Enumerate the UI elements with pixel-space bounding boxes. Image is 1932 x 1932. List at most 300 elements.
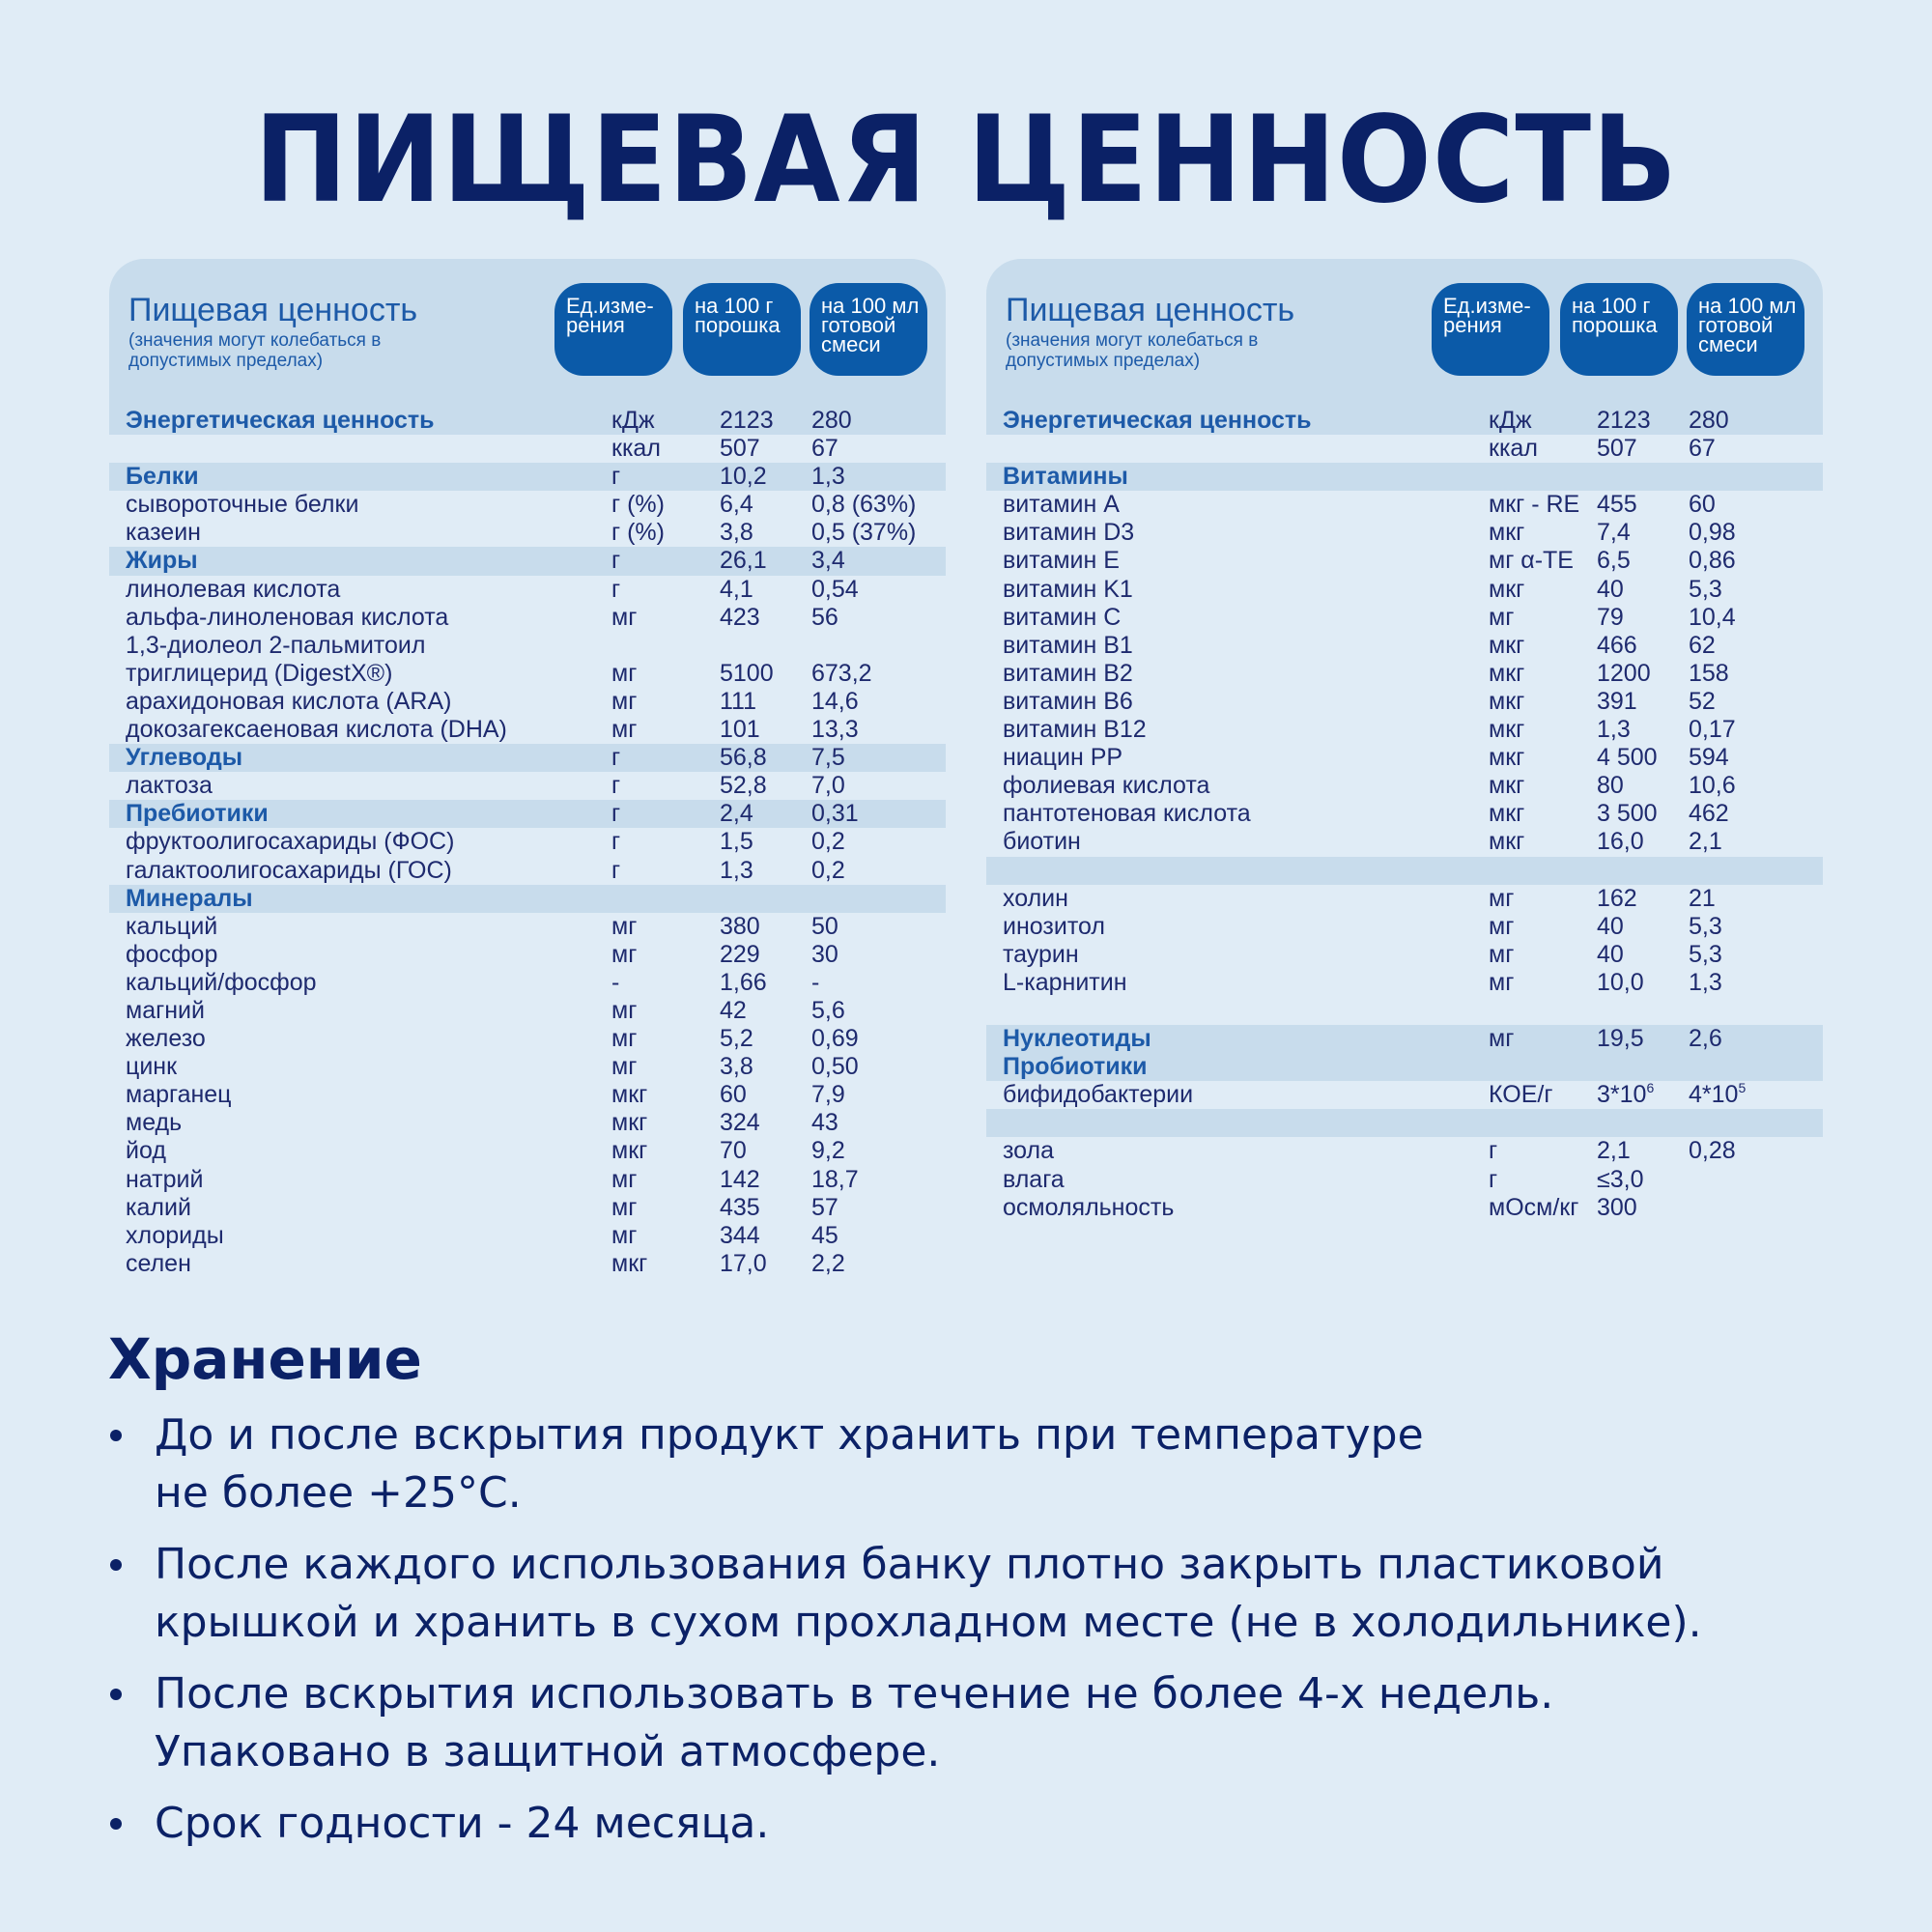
row-name: 1,3-диолеол 2-пальмитоил (126, 631, 426, 659)
row-value-per-100ml: 158 (1689, 659, 1729, 687)
row-value-per-100ml: 67 (1689, 435, 1716, 463)
row-value-per-100g: 6,5 (1597, 547, 1631, 575)
row-value-per-100ml: 67 (811, 435, 838, 463)
row-value-per-100ml: 10,6 (1689, 772, 1736, 800)
row-unit: г (611, 800, 621, 828)
row-value-per-100g: 2,1 (1597, 1137, 1631, 1165)
row-value-per-100g: 16,0 (1597, 828, 1644, 856)
row-name: магний (126, 996, 205, 1024)
row-unit: мкг (611, 1137, 648, 1165)
row-name: казеин (126, 519, 201, 547)
row-name: триглицерид (DigestX®) (126, 659, 393, 687)
row-unit: г (611, 828, 621, 856)
row-value-per-100ml: 56 (811, 603, 838, 631)
column-header-per-100g (683, 283, 801, 376)
row-unit: мкг (1489, 828, 1525, 856)
row-name: марганец (126, 1081, 232, 1109)
row-name: хлориды (126, 1221, 224, 1249)
bullet-icon (110, 1689, 122, 1700)
table-section-row (109, 463, 946, 491)
row-value-per-100ml: 0,54 (811, 575, 859, 603)
row-name: галактоолигосахариды (ГОС) (126, 856, 452, 884)
table-row (109, 1194, 946, 1222)
table-section-row (109, 744, 946, 772)
table-row (109, 491, 946, 519)
table-row (986, 632, 1823, 660)
row-unit: мкг - RE (1489, 491, 1580, 519)
row-value-per-100g: 344 (720, 1221, 760, 1249)
row-value-per-100g: 2123 (1597, 407, 1651, 434)
row-value-per-100g: ≤3,0 (1597, 1165, 1644, 1193)
row-unit: ккал (611, 435, 661, 463)
row-unit: мг (611, 659, 638, 687)
row-unit: г (1489, 1137, 1498, 1165)
row-unit: г (611, 547, 621, 575)
table-row (986, 519, 1823, 547)
row-value-per-100g: 507 (1597, 435, 1637, 463)
column-header-line: порошка (1572, 313, 1658, 337)
row-value-per-100ml: - (811, 968, 820, 996)
row-name: арахидоновая кислота (ARA) (126, 687, 452, 715)
row-value-per-100ml: 43 (811, 1109, 838, 1137)
row-value-per-100ml: 10,4 (1689, 603, 1736, 631)
table-row (986, 604, 1823, 632)
storage-item-line: Упаковано в защитной атмосфере. (155, 1727, 941, 1776)
row-value-per-100ml: 0,28 (1689, 1137, 1736, 1165)
row-value-per-100ml: 7,9 (811, 1081, 845, 1109)
row-unit: г (%) (611, 491, 665, 519)
row-name: витамин C (1003, 603, 1122, 631)
column-header-line: на 100 мл (1698, 294, 1797, 318)
row-name: лактоза (126, 772, 213, 800)
table-row (986, 1137, 1823, 1165)
exponent: 6 (1646, 1080, 1655, 1096)
row-value-per-100ml: 0,31 (811, 800, 859, 828)
row-unit: г (%) (611, 519, 665, 547)
column-header-per-100g (1560, 283, 1678, 376)
row-unit: мг (611, 912, 638, 940)
row-unit: мг (1489, 968, 1515, 996)
table-row (986, 660, 1823, 688)
storage-item (104, 1665, 1843, 1781)
row-name: цинк (126, 1053, 178, 1081)
table-row (986, 491, 1823, 519)
storage-item-line: не более +25°C. (155, 1468, 522, 1518)
column-header-line: Ед.изме- (566, 294, 654, 318)
table-row (986, 688, 1823, 716)
row-name: Энергетическая ценность (126, 407, 435, 434)
column-header-line: на 100 г (695, 294, 774, 318)
row-value-per-100ml: 21 (1689, 884, 1716, 912)
table-row (109, 997, 946, 1025)
row-value-per-100g: 52,8 (720, 772, 767, 800)
row-unit: мкг (611, 1109, 648, 1137)
row-value-per-100g: 1,3 (720, 856, 753, 884)
row-unit: мг (611, 1193, 638, 1221)
row-value-per-100ml: 5,3 (1689, 940, 1722, 968)
exponent: 5 (1738, 1080, 1747, 1096)
row-unit: - (611, 968, 620, 996)
row-value-per-100g: 324 (720, 1109, 760, 1137)
row-value-per-100g: 2,4 (720, 800, 753, 828)
row-value-per-100ml: 0,98 (1689, 519, 1736, 547)
row-unit: мкг (1489, 575, 1525, 603)
table-row (109, 716, 946, 744)
row-name: Витамины (1003, 463, 1128, 491)
table-row (109, 857, 946, 885)
table-row (986, 1109, 1823, 1137)
table-section-row (986, 463, 1823, 491)
storage-item-line: Срок годности - 24 месяца. (155, 1799, 770, 1848)
row-value-per-100ml: 0,8 (63%) (811, 491, 917, 519)
row-value-per-100ml: 14,6 (811, 687, 859, 715)
table-heading: Пищевая ценность (128, 292, 418, 328)
row-value-per-100g: 466 (1597, 631, 1637, 659)
table-row (109, 435, 946, 463)
table-row (986, 997, 1823, 1025)
storage-item-line: После каждого использования банку плотно закрыть пластиковой (155, 1540, 1664, 1589)
row-value-per-100g: 1,3 (1597, 716, 1631, 744)
row-value-per-100g: 111 (720, 687, 757, 715)
nutrition-table-left (109, 259, 946, 1277)
table-note-line: допустимых пределах) (1006, 351, 1201, 371)
storage-item (104, 1406, 1843, 1522)
row-value-per-100ml: 57 (811, 1193, 838, 1221)
row-unit: мкг (1489, 800, 1525, 828)
row-name: витамин K1 (1003, 575, 1133, 603)
page-title: ПИЩЕВАЯ ЦЕННОСТЬ (254, 91, 1678, 230)
row-value-per-100ml: 52 (1689, 687, 1716, 715)
row-value-per-100ml: 18,7 (811, 1165, 859, 1193)
row-unit: мг (611, 996, 638, 1024)
row-value-per-100ml: 280 (811, 407, 852, 434)
table-row (986, 772, 1823, 800)
table-row (109, 632, 946, 660)
row-value-per-100g: $3*10^6$ (1597, 1080, 1655, 1109)
table-row (109, 828, 946, 856)
row-value-per-100g: 7,4 (1597, 519, 1631, 547)
bullet-icon (110, 1818, 122, 1830)
row-unit: ккал (1489, 435, 1538, 463)
row-value-per-100g: 40 (1597, 575, 1624, 603)
row-value-per-100g: 1,5 (720, 828, 753, 856)
table-row (986, 800, 1823, 828)
row-value-per-100ml: 50 (811, 912, 838, 940)
table-row (109, 688, 946, 716)
table-row (986, 857, 1823, 885)
row-value-per-100ml: 1,3 (811, 463, 845, 491)
row-unit: мг (1489, 1025, 1515, 1053)
row-unit: мг (611, 940, 638, 968)
table-note (1006, 330, 1324, 371)
row-unit: мг (1489, 912, 1515, 940)
column-header-line: смеси (1698, 332, 1758, 356)
row-unit: мг α-TE (1489, 547, 1574, 575)
row-name: сывороточные белки (126, 491, 359, 519)
row-unit: кДж (1489, 407, 1532, 434)
row-name: натрий (126, 1165, 204, 1193)
storage-item-line: До и после вскрытия продукт хранить при температуре (155, 1410, 1424, 1460)
table-heading: Пищевая ценность (1006, 292, 1295, 328)
row-value-per-100ml: 7,5 (811, 744, 845, 772)
table-section-row (986, 407, 1823, 435)
table-section-row (109, 407, 946, 435)
table-row (109, 1109, 946, 1137)
table-row (109, 519, 946, 547)
column-header-line: рения (1443, 313, 1502, 337)
row-value-per-100g: 423 (720, 603, 760, 631)
row-value-per-100g: 60 (720, 1081, 747, 1109)
row-name: биотин (1003, 828, 1081, 856)
column-header-per-100ml (810, 283, 927, 376)
table-row (109, 913, 946, 941)
row-value-per-100ml: 0,2 (811, 828, 845, 856)
row-unit: г (611, 856, 621, 884)
storage-item (104, 1536, 1843, 1652)
table-row (986, 941, 1823, 969)
row-value-per-100g: 17,0 (720, 1249, 767, 1277)
row-value-per-100ml: 594 (1689, 744, 1729, 772)
row-unit: мкг (1489, 687, 1525, 715)
row-name: L-карнитин (1003, 968, 1127, 996)
row-value-per-100g: 3 500 (1597, 800, 1658, 828)
row-name: кальций (126, 912, 218, 940)
table-row (109, 772, 946, 800)
table-row (109, 969, 946, 997)
row-value-per-100g: 4 500 (1597, 744, 1658, 772)
row-name: Пробиотики (1003, 1053, 1148, 1081)
row-unit: мг (611, 1025, 638, 1053)
row-unit: кДж (611, 407, 655, 434)
row-value-per-100g: 435 (720, 1193, 760, 1221)
row-value-per-100g: 40 (1597, 912, 1624, 940)
row-name: пантотеновая кислота (1003, 800, 1251, 828)
row-value-per-100ml: 462 (1689, 800, 1729, 828)
column-header-line: смеси (821, 332, 881, 356)
storage-list (104, 1406, 1843, 1866)
column-header-line: готовой (1698, 313, 1774, 337)
row-name: холин (1003, 884, 1068, 912)
row-value-per-100g: 5100 (720, 659, 774, 687)
row-value-per-100ml: 0,69 (811, 1025, 859, 1053)
table-section-row (986, 1025, 1823, 1081)
row-value-per-100ml: 3,4 (811, 547, 845, 575)
row-unit: г (1489, 1165, 1498, 1193)
nutrition-table-right (986, 259, 1823, 1221)
row-value-per-100ml: 2,1 (1689, 828, 1722, 856)
row-name: фруктоолигосахариды (ФОС) (126, 828, 455, 856)
storage-heading: Хранение (108, 1326, 422, 1392)
table-row (109, 576, 946, 604)
table-note (128, 330, 447, 371)
row-value-per-100g: 5,2 (720, 1025, 753, 1053)
row-name: инозитол (1003, 912, 1105, 940)
table-row (986, 547, 1823, 575)
row-unit: мг (1489, 884, 1515, 912)
row-value-per-100ml: 5,3 (1689, 575, 1722, 603)
row-value-per-100ml: 13,3 (811, 716, 859, 744)
row-unit: мг (611, 1221, 638, 1249)
table-row (986, 744, 1823, 772)
row-unit: мг (1489, 940, 1515, 968)
column-header-line: порошка (695, 313, 781, 337)
row-name: таурин (1003, 940, 1079, 968)
table-row (986, 885, 1823, 913)
row-unit: мОсм/кг (1489, 1193, 1579, 1221)
table-row (986, 913, 1823, 941)
row-unit: г (611, 772, 621, 800)
row-unit: мг (611, 687, 638, 715)
table-row (986, 716, 1823, 744)
row-value-per-100g: 2123 (720, 407, 774, 434)
row-value-per-100g: 142 (720, 1165, 760, 1193)
row-value-per-100g: 229 (720, 940, 760, 968)
row-unit: мкг (1489, 631, 1525, 659)
column-header-line: рения (566, 313, 625, 337)
column-header-line: на 100 г (1572, 294, 1651, 318)
row-value-per-100g: 80 (1597, 772, 1624, 800)
row-unit: мкг (1489, 519, 1525, 547)
table-row (986, 1166, 1823, 1194)
row-value-per-100ml: 2,2 (811, 1249, 845, 1277)
row-value-per-100ml: 280 (1689, 407, 1729, 434)
table-section-row (109, 885, 946, 913)
row-name: кальций/фосфор (126, 968, 317, 996)
row-name: Пребиотики (126, 800, 269, 828)
row-unit: мг (611, 1165, 638, 1193)
row-name: витамин D3 (1003, 519, 1135, 547)
row-name: осмоляльность (1003, 1193, 1175, 1221)
storage-item (104, 1795, 1843, 1853)
row-value-per-100g: 1200 (1597, 659, 1651, 687)
table-row (109, 1250, 946, 1278)
row-value-per-100g: 40 (1597, 940, 1624, 968)
row-name: зола (1003, 1137, 1055, 1165)
row-name: фолиевая кислота (1003, 772, 1210, 800)
row-value-per-100g: 42 (720, 996, 747, 1024)
row-name: ниацин PP (1003, 744, 1123, 772)
row-unit: мкг (611, 1081, 648, 1109)
row-name: Углеводы (126, 744, 243, 772)
row-name: железо (126, 1025, 206, 1053)
row-value-per-100g: 79 (1597, 603, 1624, 631)
column-header-line: готовой (821, 313, 896, 337)
row-name: влага (1003, 1165, 1065, 1193)
table-body (986, 407, 1823, 1222)
column-header-per-100ml (1687, 283, 1804, 376)
row-value-per-100g: 56,8 (720, 744, 767, 772)
row-value-per-100g: 380 (720, 912, 760, 940)
column-header-line: на 100 мл (821, 294, 920, 318)
row-unit: мкг (1489, 659, 1525, 687)
row-value-per-100g: 19,5 (1597, 1025, 1644, 1053)
table-note-line: (значения могут колебаться в (1006, 330, 1259, 351)
row-name: селен (126, 1249, 191, 1277)
column-header-unit (554, 283, 672, 376)
bullet-icon (110, 1430, 122, 1441)
row-value-per-100ml: 0,86 (1689, 547, 1736, 575)
row-value-per-100ml: 30 (811, 940, 838, 968)
row-value-per-100g: 507 (720, 435, 760, 463)
row-unit: мкг (1489, 744, 1525, 772)
row-unit: г (611, 463, 621, 491)
row-value-per-100ml: 9,2 (811, 1137, 845, 1165)
row-value-per-100g: 6,4 (720, 491, 753, 519)
row-name: Нуклеотиды (1003, 1025, 1151, 1053)
row-name: медь (126, 1109, 183, 1137)
row-unit: мкг (611, 1249, 648, 1277)
table-row (109, 1053, 946, 1081)
row-name: витамин B1 (1003, 631, 1133, 659)
row-value-per-100ml: 60 (1689, 491, 1716, 519)
table-section-row (109, 800, 946, 828)
row-unit: г (611, 575, 621, 603)
row-name: калий (126, 1193, 191, 1221)
row-value-per-100ml: $4*10^5$ (1689, 1080, 1747, 1109)
table-note-line: допустимых пределах) (128, 351, 324, 371)
row-value-per-100ml: 2,6 (1689, 1025, 1722, 1053)
table-body (109, 407, 946, 1278)
row-unit: мг (611, 603, 638, 631)
row-value-per-100ml: 0,2 (811, 856, 845, 884)
column-header-line: Ед.изме- (1443, 294, 1531, 318)
row-value-per-100ml: 45 (811, 1221, 838, 1249)
row-value-per-100ml: 7,0 (811, 772, 845, 800)
row-name: Минералы (126, 884, 253, 912)
table-row (986, 1194, 1823, 1222)
row-value-per-100ml: 1,3 (1689, 968, 1722, 996)
row-value-per-100g: 1,66 (720, 968, 767, 996)
row-value-per-100ml: 5,6 (811, 996, 845, 1024)
table-row (109, 1166, 946, 1194)
row-value-per-100g: 455 (1597, 491, 1637, 519)
row-unit: мг (611, 716, 638, 744)
row-name: йод (126, 1137, 166, 1165)
row-value-per-100ml: 5,3 (1689, 912, 1722, 940)
row-name: докозагексаеновая кислота (DHA) (126, 716, 507, 744)
row-value-per-100g: 70 (720, 1137, 747, 1165)
row-unit: мг (1489, 603, 1515, 631)
row-value-per-100g: 10,0 (1597, 968, 1644, 996)
row-value-per-100g: 162 (1597, 884, 1637, 912)
row-value-per-100g: 3,8 (720, 519, 753, 547)
row-value-per-100g: 3,8 (720, 1053, 753, 1081)
row-value-per-100ml: 0,5 (37%) (811, 519, 917, 547)
row-value-per-100ml: 0,17 (1689, 716, 1736, 744)
table-row (109, 941, 946, 969)
row-value-per-100g: 4,1 (720, 575, 753, 603)
column-header-unit (1432, 283, 1549, 376)
table-row (986, 1081, 1823, 1109)
table-row (109, 1222, 946, 1250)
row-name: витамин B2 (1003, 659, 1133, 687)
table-section-row (109, 547, 946, 575)
table-row (986, 576, 1823, 604)
row-unit: г (611, 744, 621, 772)
row-value-per-100g: 26,1 (720, 547, 767, 575)
storage-item-line: После вскрытия использовать в течение не более 4-х недель. (155, 1669, 1554, 1719)
table-row (109, 1025, 946, 1053)
row-value-per-100ml: 673,2 (811, 659, 872, 687)
row-value-per-100ml: 62 (1689, 631, 1716, 659)
table-row (986, 969, 1823, 997)
table-row (109, 1137, 946, 1165)
table-row (986, 435, 1823, 463)
row-unit: мг (611, 1053, 638, 1081)
row-unit: мкг (1489, 716, 1525, 744)
row-value-per-100ml: 0,50 (811, 1053, 859, 1081)
row-unit: мкг (1489, 772, 1525, 800)
